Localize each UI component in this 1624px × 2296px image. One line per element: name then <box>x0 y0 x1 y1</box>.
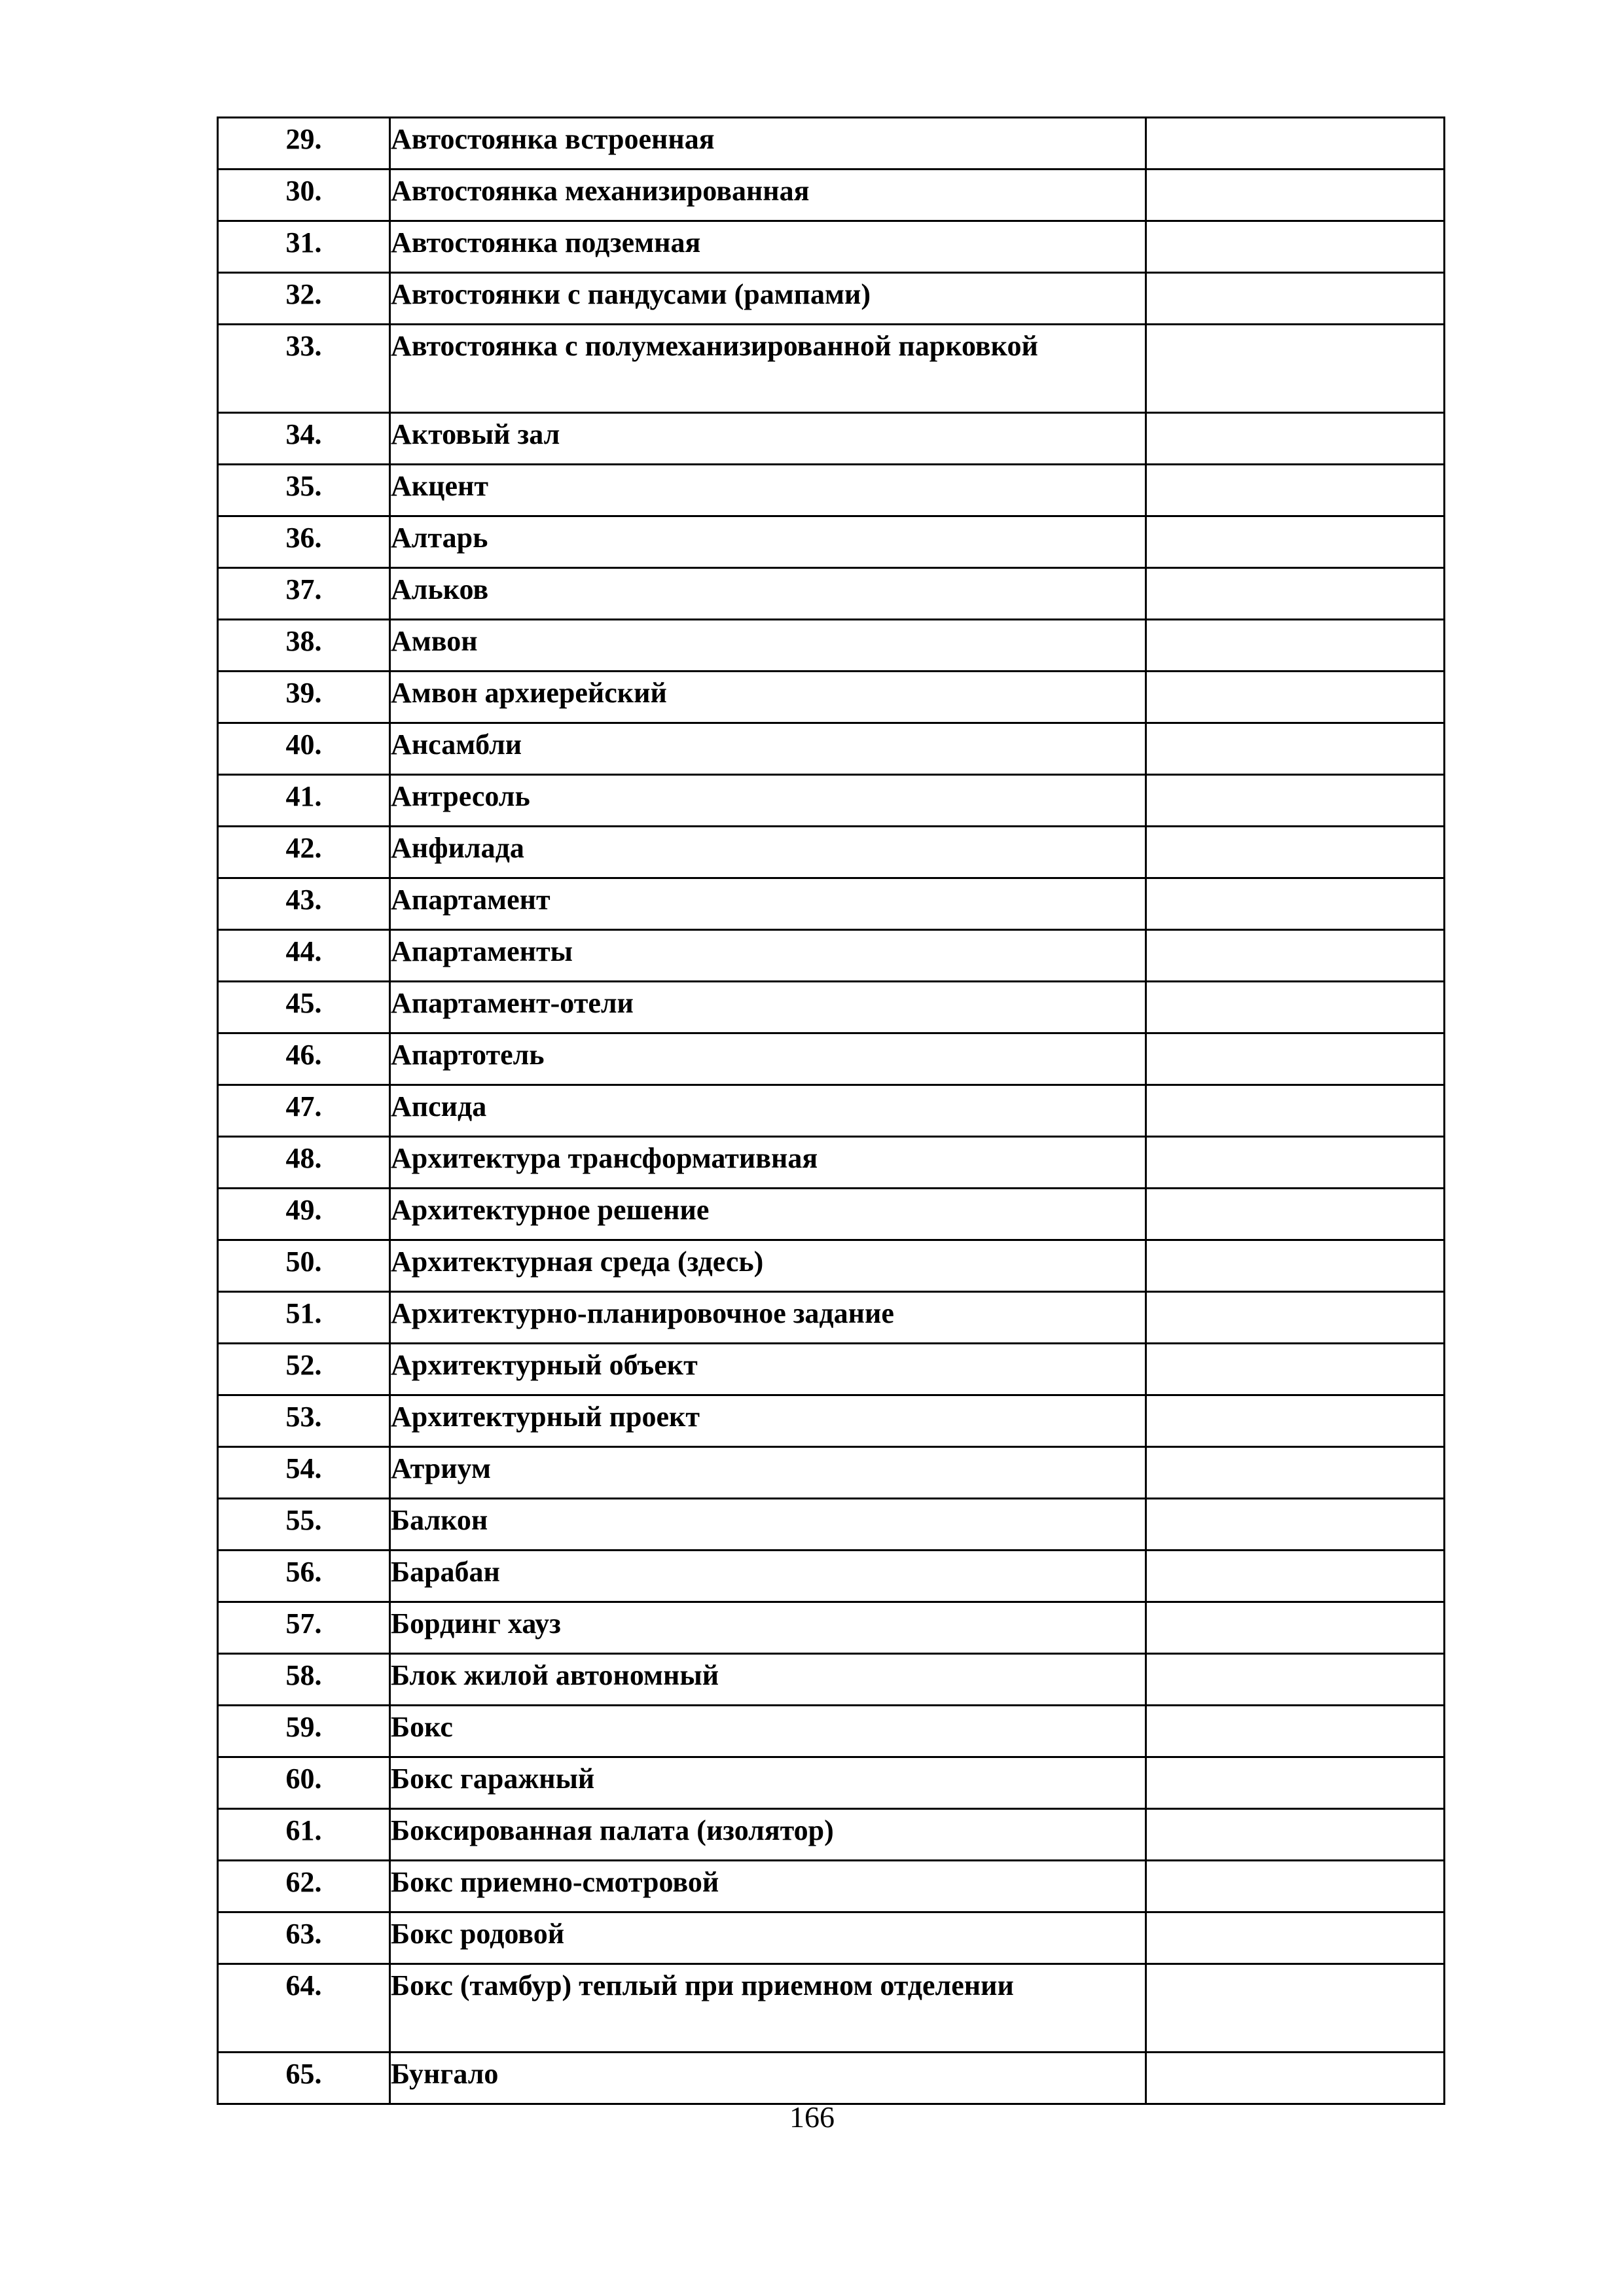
table-row <box>218 1344 1445 1395</box>
row-blank-cell <box>1146 325 1445 413</box>
row-blank-cell <box>1146 568 1445 620</box>
row-blank-cell <box>1146 878 1445 930</box>
row-term: Апсида <box>390 1085 1146 1137</box>
row-term: Апартамент-отели <box>390 982 1146 1033</box>
table-row <box>218 1292 1445 1344</box>
table-row <box>218 1809 1445 1861</box>
row-blank-cell <box>1146 413 1445 465</box>
row-term: Бокс гаражный <box>390 1757 1146 1809</box>
row-term: Балкон <box>390 1499 1146 1551</box>
row-number: 64. <box>218 1964 390 2053</box>
row-number: 46. <box>218 1033 390 1085</box>
row-blank-cell <box>1146 1499 1445 1551</box>
table-row <box>218 775 1445 827</box>
table-row <box>218 118 1445 170</box>
row-blank-cell <box>1146 1292 1445 1344</box>
row-number: 44. <box>218 930 390 982</box>
row-blank-cell <box>1146 1964 1445 2053</box>
row-number: 61. <box>218 1809 390 1861</box>
row-number: 59. <box>218 1706 390 1757</box>
table-row <box>218 1757 1445 1809</box>
table-row <box>218 723 1445 775</box>
row-blank-cell <box>1146 1137 1445 1189</box>
table-row <box>218 221 1445 273</box>
table-row <box>218 1912 1445 1964</box>
table-row <box>218 1137 1445 1189</box>
row-blank-cell <box>1146 273 1445 325</box>
row-blank-cell <box>1146 723 1445 775</box>
row-number: 35. <box>218 465 390 516</box>
row-blank-cell <box>1146 1706 1445 1757</box>
row-number: 51. <box>218 1292 390 1344</box>
table-row <box>218 2053 1445 2104</box>
row-blank-cell <box>1146 170 1445 221</box>
row-blank-cell <box>1146 1395 1445 1447</box>
row-term: Архитектурное решение <box>390 1189 1146 1240</box>
row-term: Бокс (тамбур) теплый при приемном отделении <box>390 1964 1146 2053</box>
table-row <box>218 1085 1445 1137</box>
table-row <box>218 1602 1445 1654</box>
row-blank-cell <box>1146 672 1445 723</box>
row-term: Автостоянка подземная <box>390 221 1146 273</box>
row-number: 32. <box>218 273 390 325</box>
row-blank-cell <box>1146 1602 1445 1654</box>
row-term: Альков <box>390 568 1146 620</box>
row-term: Апартотель <box>390 1033 1146 1085</box>
row-term: Архитектурный объект <box>390 1344 1146 1395</box>
row-number: 52. <box>218 1344 390 1395</box>
terms-table-body <box>218 118 1445 2104</box>
table-row <box>218 672 1445 723</box>
row-number: 30. <box>218 170 390 221</box>
row-term: Бунгало <box>390 2053 1146 2104</box>
table-row <box>218 1033 1445 1085</box>
table-row <box>218 1964 1445 2053</box>
row-term: Апартаменты <box>390 930 1146 982</box>
row-number: 58. <box>218 1654 390 1706</box>
row-blank-cell <box>1146 1240 1445 1292</box>
row-term: Амвон <box>390 620 1146 672</box>
row-number: 38. <box>218 620 390 672</box>
row-number: 65. <box>218 2053 390 2104</box>
row-number: 31. <box>218 221 390 273</box>
table-row <box>218 982 1445 1033</box>
row-term: Алтарь <box>390 516 1146 568</box>
row-blank-cell <box>1146 1654 1445 1706</box>
row-blank-cell <box>1146 1551 1445 1602</box>
table-row <box>218 413 1445 465</box>
row-blank-cell <box>1146 1912 1445 1964</box>
row-blank-cell <box>1146 465 1445 516</box>
row-term: Апартамент <box>390 878 1146 930</box>
table-row <box>218 465 1445 516</box>
table-row <box>218 325 1445 413</box>
row-blank-cell <box>1146 1189 1445 1240</box>
row-blank-cell <box>1146 1447 1445 1499</box>
row-blank-cell <box>1146 930 1445 982</box>
row-number: 36. <box>218 516 390 568</box>
row-number: 49. <box>218 1189 390 1240</box>
table-row <box>218 878 1445 930</box>
terms-table <box>217 117 1445 2105</box>
row-number: 62. <box>218 1861 390 1912</box>
row-term: Архитектурно-планировочное задание <box>390 1292 1146 1344</box>
row-term: Архитектурный проект <box>390 1395 1146 1447</box>
table-row <box>218 568 1445 620</box>
row-number: 34. <box>218 413 390 465</box>
row-term: Барабан <box>390 1551 1146 1602</box>
row-term: Актовый зал <box>390 413 1146 465</box>
row-blank-cell <box>1146 2053 1445 2104</box>
table-row <box>218 1654 1445 1706</box>
row-blank-cell <box>1146 827 1445 878</box>
row-number: 55. <box>218 1499 390 1551</box>
row-number: 37. <box>218 568 390 620</box>
row-number: 42. <box>218 827 390 878</box>
table-row <box>218 1499 1445 1551</box>
table-row <box>218 827 1445 878</box>
table-row <box>218 516 1445 568</box>
row-blank-cell <box>1146 1809 1445 1861</box>
table-row <box>218 930 1445 982</box>
row-number: 40. <box>218 723 390 775</box>
table-row <box>218 1551 1445 1602</box>
row-number: 63. <box>218 1912 390 1964</box>
row-number: 33. <box>218 325 390 413</box>
table-row <box>218 1706 1445 1757</box>
table-row <box>218 1395 1445 1447</box>
row-blank-cell <box>1146 1033 1445 1085</box>
row-number: 60. <box>218 1757 390 1809</box>
row-term: Акцент <box>390 465 1146 516</box>
table-row <box>218 1240 1445 1292</box>
row-blank-cell <box>1146 1757 1445 1809</box>
row-number: 53. <box>218 1395 390 1447</box>
row-number: 43. <box>218 878 390 930</box>
row-number: 56. <box>218 1551 390 1602</box>
row-term: Амвон архиерейский <box>390 672 1146 723</box>
row-blank-cell <box>1146 620 1445 672</box>
table-row <box>218 170 1445 221</box>
row-number: 47. <box>218 1085 390 1137</box>
row-number: 41. <box>218 775 390 827</box>
row-term: Боксированная палата (изолятор) <box>390 1809 1146 1861</box>
row-term: Архитектурная среда (здесь) <box>390 1240 1146 1292</box>
row-term: Архитектура трансформативная <box>390 1137 1146 1189</box>
table-row <box>218 1447 1445 1499</box>
table-row <box>218 273 1445 325</box>
row-number: 54. <box>218 1447 390 1499</box>
table-row <box>218 620 1445 672</box>
row-blank-cell <box>1146 221 1445 273</box>
row-blank-cell <box>1146 516 1445 568</box>
row-term: Антресоль <box>390 775 1146 827</box>
row-blank-cell <box>1146 775 1445 827</box>
row-number: 29. <box>218 118 390 170</box>
row-term: Автостоянка с полумеханизированной парковкой <box>390 325 1146 413</box>
row-term: Бординг хауз <box>390 1602 1146 1654</box>
row-blank-cell <box>1146 118 1445 170</box>
row-term: Бокс родовой <box>390 1912 1146 1964</box>
row-blank-cell <box>1146 982 1445 1033</box>
row-term: Атриум <box>390 1447 1146 1499</box>
table-row <box>218 1189 1445 1240</box>
row-number: 45. <box>218 982 390 1033</box>
table-row <box>218 1861 1445 1912</box>
row-term: Автостоянка механизированная <box>390 170 1146 221</box>
row-term: Ансамбли <box>390 723 1146 775</box>
row-term: Анфилада <box>390 827 1146 878</box>
row-blank-cell <box>1146 1861 1445 1912</box>
row-number: 50. <box>218 1240 390 1292</box>
row-term: Бокс приемно-смотровой <box>390 1861 1146 1912</box>
row-blank-cell <box>1146 1344 1445 1395</box>
page-number: 166 <box>789 2100 835 2134</box>
row-number: 39. <box>218 672 390 723</box>
row-number: 48. <box>218 1137 390 1189</box>
row-term: Автостоянка встроенная <box>390 118 1146 170</box>
row-term: Блок жилой автономный <box>390 1654 1146 1706</box>
row-term: Автостоянки с пандусами (рампами) <box>390 273 1146 325</box>
row-number: 57. <box>218 1602 390 1654</box>
row-blank-cell <box>1146 1085 1445 1137</box>
row-term: Бокс <box>390 1706 1146 1757</box>
